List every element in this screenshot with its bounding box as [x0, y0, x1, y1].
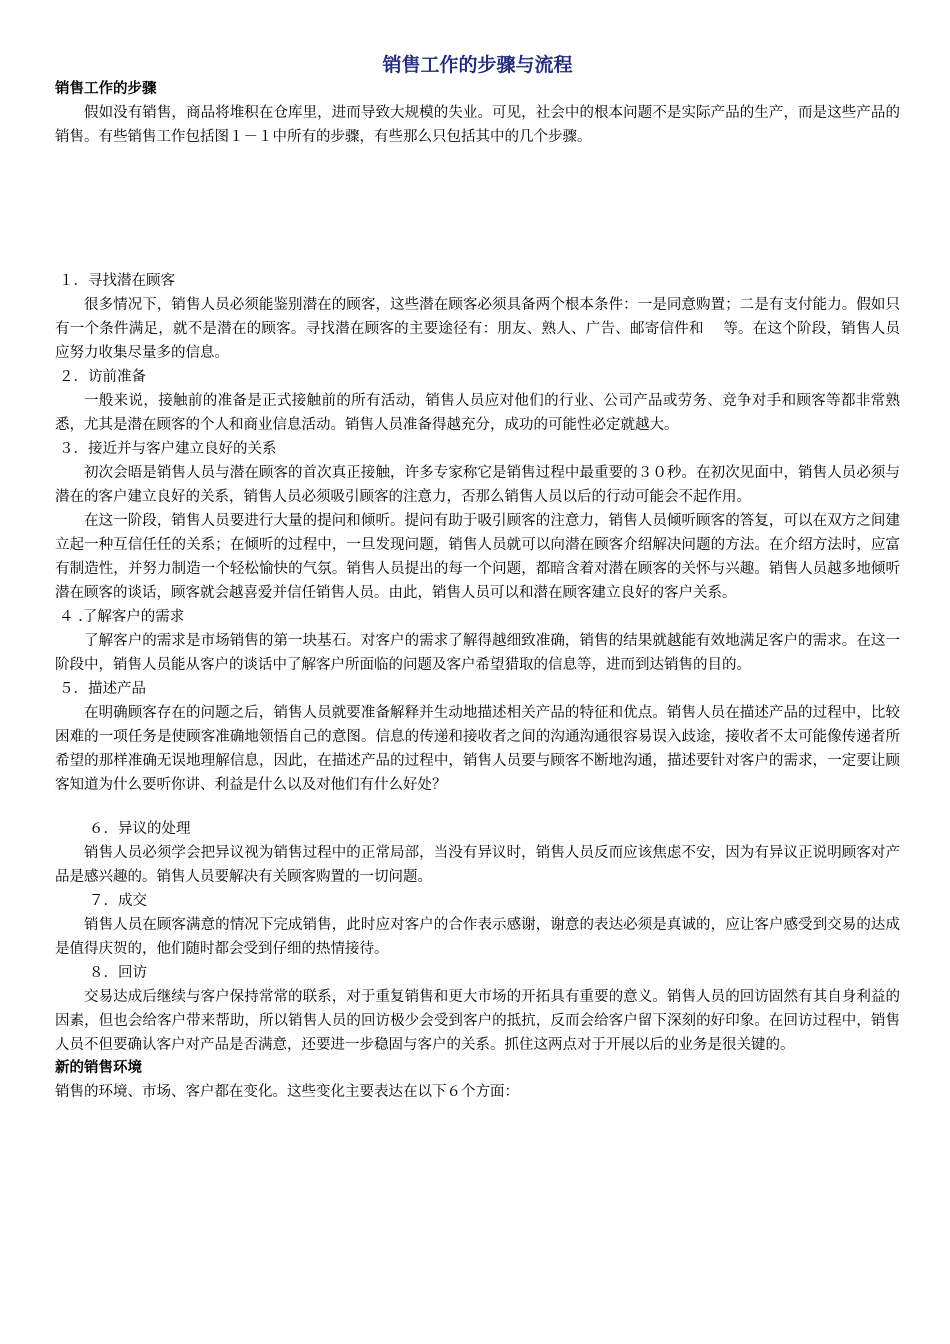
step-3: [55, 437, 900, 605]
step-2: [55, 365, 900, 437]
step-paragraph: 交易达成后继续与客户保持常常的联系，对于重复销售和更大市场的开拓具有重要的意义。销售人员的回访固然有其自身利益的因素，但也会给客户带来帮助，所以销售人员的回访极少会受到客户的抵抗，反而会给客户留下深刻的好印象。在回访过程中，销售人员不但要确认客户对产品是否满意，还要进一步稳固与客户的关系。抓住这两点对于开展以后的业务是很关键的。: [55, 989, 900, 1053]
step-8: [55, 961, 900, 1057]
step-heading: ４ .了解客户的需求: [59, 609, 185, 625]
step-4: [55, 605, 900, 677]
step-1: [55, 269, 900, 365]
step-heading: ６．异议的处理: [89, 821, 191, 837]
step-paragraph: 很多情况下，销售人员必须能鉴别潜在的顾客，这些潜在顾客必须具备两个根本条件：一是同意购置；二是有支付能力。假如只有一个条件满足，就不是潜在的顾客。寻找潜在顾客的主要途径有：朋友、熟人、广告、邮寄信件和 等。在这个阶段，销售人员应努力收集尽量多的信息。: [55, 297, 900, 361]
step-6: [55, 817, 900, 889]
document-page: [55, 52, 900, 1104]
document-title: 销售工作的步骤与流程: [382, 54, 573, 76]
step-paragraph: 在这一阶段，销售人员要进行大量的提问和倾听。提问有助于吸引顾客的注意力，销售人员倾听顾客的答复，可以在双方之间建立起一种互信任任的关系；在倾听的过程中，一旦发现问题，销售人员就可以向潜在顾客介绍解决问题的方法。在介绍方法时，应富有制造性，并努力制造一个轻松愉快的气氛。销售人员提出的每一个问题，都暗含着对潜在顾客的关怀与兴趣。销售人员越多地倾听潜在顾客的谈话，顾客就会越喜爱并信任销售人员。由此，销售人员可以和潜在顾客建立良好的客户关系。: [55, 513, 900, 601]
intro-paragraph: 假如没有销售，商品将堆积在仓库里，进而导致大规模的失业。可见，社会中的根本问题不是实际产品的生产，而是这些产品的销售。有些销售工作包括图１－１中所有的步骤，有些那么只包括其中的几个步骤。: [55, 105, 900, 145]
step-paragraph: 销售人员必须学会把异议视为销售过程中的正常局部，当没有异议时，销售人员反而应该焦虑不安，因为有异议正说明顾客对产品是感兴趣的。销售人员要解决有关顾客购置的一切问题。: [55, 845, 900, 885]
section-heading-sales-steps: 销售工作的步骤: [55, 81, 157, 97]
step-paragraph: 销售人员在顾客满意的情况下完成销售，此时应对客户的合作表示感谢，谢意的表达必须是真诚的，应让客户感受到交易的达成是值得庆贺的，他们随时都会受到仔细的热情接待。: [55, 917, 900, 957]
step-heading: ３．接近并与客户建立良好的关系: [59, 441, 277, 457]
step-paragraph: 在明确顾客存在的问题之后，销售人员就要准备解释并生动地描述相关产品的特征和优点。销售人员在描述产品的过程中，比较困难的一项任务是使顾客准确地领悟自己的意图。信息的传递和接收者之间的沟通沟通很容易误入歧途，接收者不太可能像传递者所希望的那样准确无误地理解信息，因此，在描述产品的过程中，销售人员要与顾客不断地沟通，描述要针对客户的需求，一定要让顾客知道为什么要听你讲、利益是什么以及对他们有什么好处？: [55, 705, 900, 793]
step-heading: ７．成交: [89, 893, 147, 909]
step-7: [55, 889, 900, 961]
step-heading: ２．访前准备: [59, 369, 146, 385]
spacer: [55, 797, 900, 817]
step-paragraph: 一般来说，接触前的准备是正式接触前的所有活动，销售人员应对他们的行业、公司产品或劳务、竞争对手和顾客等都非常熟悉，尤其是潜在顾客的个人和商业信息活动。销售人员准备得越充分，成功的可能性必定就越大。: [55, 393, 900, 433]
section-heading-new-environment: 新的销售环境: [55, 1060, 142, 1076]
step-paragraph: 初次会晤是销售人员与潜在顾客的首次真正接触，许多专家称它是销售过程中最重要的３０秒。在初次见面中，销售人员必须与潜在的客户建立良好的关系，销售人员必须吸引顾客的注意力，否那么销售人员以后的行动可能会不起作用。: [55, 465, 900, 505]
figure-placeholder: [55, 149, 900, 269]
step-heading: ８．回访: [89, 965, 147, 981]
step-heading: ５．描述产品: [59, 681, 146, 697]
step-5: [55, 677, 900, 797]
step-heading: １．寻找潜在顾客: [59, 273, 175, 289]
section2-paragraph: 销售的环境、市场、客户都在变化。这些变化主要表达在以下６个方面：: [55, 1084, 519, 1100]
step-paragraph: 了解客户的需求是市场销售的第一块基石。对客户的需求了解得越细致准确，销售的结果就越能有效地满足客户的需求。在这一阶段中，销售人员能从客户的谈话中了解客户所面临的问题及客户希望猎取的信息等，进而到达销售的目的。: [55, 633, 900, 673]
